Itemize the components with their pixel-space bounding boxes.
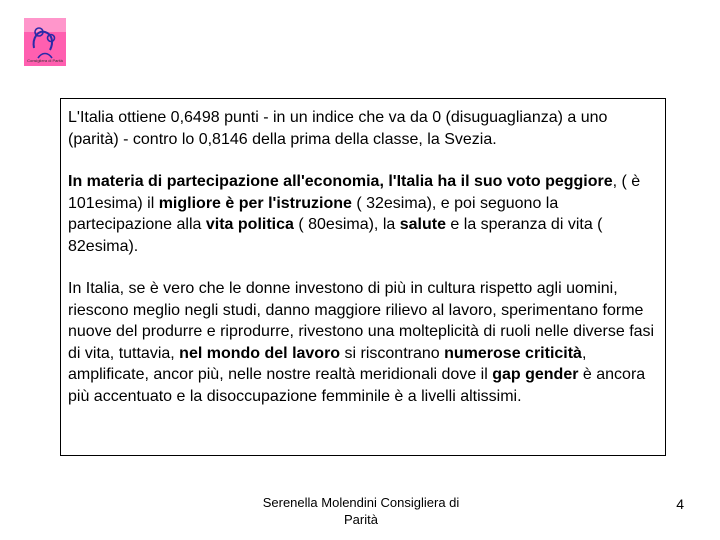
bold-text-run: In materia di partecipazione all'economia, l'Italia ha il suo voto peggiore: [68, 173, 613, 190]
bold-text-run: migliore è per l'istruzione: [158, 194, 352, 212]
bold-text-run: numerose criticità: [444, 344, 582, 362]
text-run: In Italia, se è vero che le donne investono di più in cultura rispetto agli uomini, riescono meglio negli studi, danno maggiore rilievo al lavoro, sperimentano forme nuove del produrre e riprodurre, rivestono una molteplicità di ruoli nelle diverse fasi di vita, tuttavia,: [68, 280, 655, 362]
text-run: , amplificate, ancor più, nelle nostre realtà meridionali dove il: [68, 344, 587, 383]
bold-text-run: vita politica: [205, 216, 294, 233]
logo-caption: Consigliera di Parità: [27, 58, 63, 63]
main-text-box: [60, 98, 666, 456]
paragraph-women-work: [68, 278, 657, 407]
text-run: ( 80esima), la: [293, 216, 400, 233]
text-run: , ( è 101esima) il: [68, 173, 641, 212]
text-run: e la speranza di vita ( 82esima).: [68, 216, 603, 255]
bold-text-run: salute: [399, 216, 446, 233]
paragraph-score: [68, 107, 657, 150]
bold-text-run: gap gender: [492, 366, 579, 383]
text-run: è ancora più accentuato e la disoccupazione femminile è a livelli altissimi.: [68, 366, 646, 405]
page-number: 4: [676, 496, 684, 512]
paragraph-rankings: [68, 171, 657, 257]
footer-author: Serenella Molendini Consigliera di Parità: [262, 495, 460, 527]
text-run: si riscontrano: [340, 344, 445, 362]
bold-text-run: nel mondo del lavoro: [179, 344, 341, 362]
text-run: ( 32esima), e poi seguono la partecipazione alla: [68, 194, 559, 233]
text-run: L'Italia ottiene 0,6498 punti - in un indice che va da 0 (disuguaglianza) a uno (parità) - contro lo 0,8146 della prima della classe, la Svezia.: [68, 109, 608, 148]
